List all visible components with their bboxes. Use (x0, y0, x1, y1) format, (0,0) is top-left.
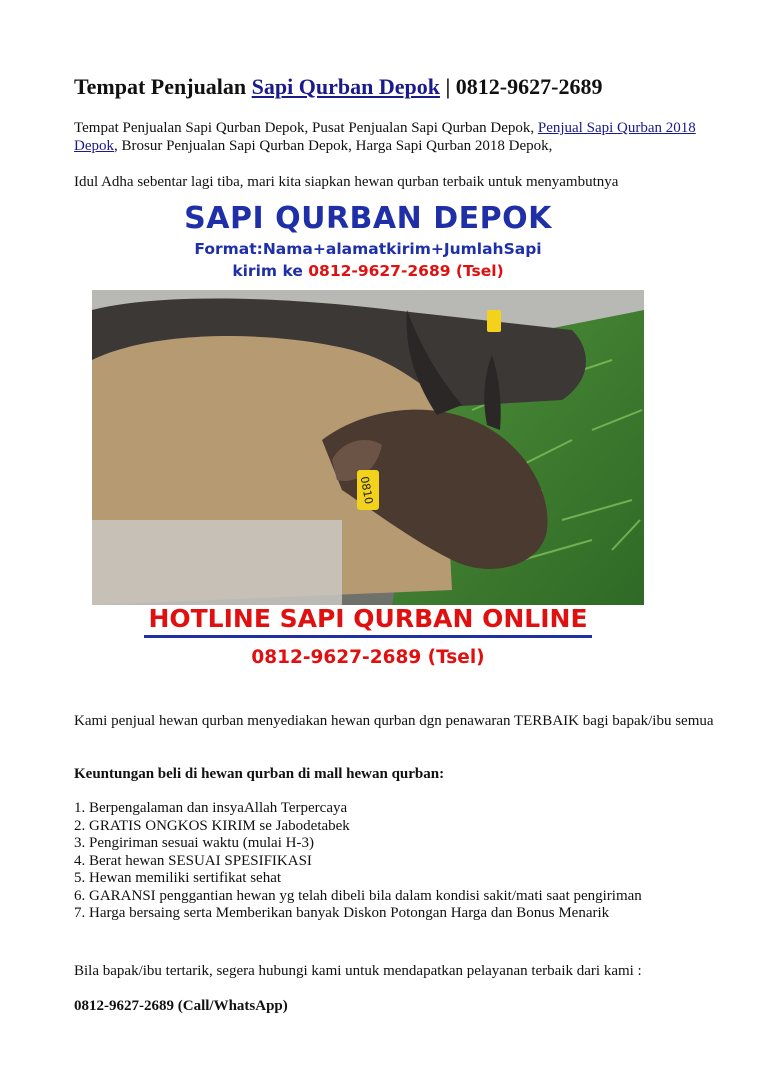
list-item: 2. GRATIS ONGKOS KIRIM se Jabodetabek (74, 817, 350, 834)
benefits-heading: Keuntungan beli di hewan qurban di mall hewan qurban: (74, 766, 445, 782)
list-item: 7. Harga bersaing serta Memberikan banyak Diskon Potongan Harga dan Bonus Menarik (74, 905, 610, 921)
banner-heading: SAPI QURBAN DEPOK (184, 201, 552, 236)
intro-text-2: , Brosur Penjualan Sapi Qurban Depok, Harga Sapi Qurban 2018 Depok, (114, 138, 553, 154)
title-suffix: | 0812-9627-2689 (439, 74, 603, 99)
back-ear-tag (487, 310, 501, 332)
closing-paragraph: Bila bapak/ibu tertarik, segera hubungi kami untuk mendapatkan pelayanan terbaik dari kami : (74, 963, 642, 979)
intro-text-1: Tempat Penjualan Sapi Qurban Depok, Pusat Penjualan Sapi Qurban Depok, (74, 120, 538, 136)
offer-paragraph: Kami penjual hewan qurban menyediakan hewan qurban dgn penawaran TERBAIK bagi bapak/ibu semua (74, 713, 714, 729)
banner-format: Format:Nama+alamatkirim+JumlahSapi (194, 240, 542, 258)
page-title (74, 72, 602, 102)
intro-link[interactable]: Penjual Sapi Qurban 2018 Depok (74, 120, 696, 154)
list-item: 1. Berpengalaman dan insyaAllah Terpercaya (74, 800, 348, 816)
benefits-list (74, 800, 642, 923)
cattle-photo (92, 290, 644, 605)
hotline-title: HOTLINE SAPI QURBAN ONLINE (144, 603, 591, 638)
banner-header (92, 200, 644, 282)
feeding-trough (92, 520, 342, 605)
list-item: 5. Hewan memiliki sertifikat sehat (74, 870, 282, 886)
list-item: 4. Berat hewan SESUAI SPESIFIKASI (74, 852, 312, 869)
banner-hotline (92, 603, 644, 672)
banner-send (92, 260, 644, 282)
contact-number: 0812-9627-2689 (Call/WhatsApp) (74, 998, 288, 1014)
title-link[interactable]: Sapi Qurban Depok (251, 74, 440, 99)
intro-paragraph (74, 119, 714, 155)
list-item: 3. Pengiriman sesuai waktu (mulai H-3) (74, 835, 314, 851)
ear-tag-number: 0810 (357, 475, 376, 506)
banner-send-number: 0812-9627-2689 (Tsel) (308, 262, 504, 280)
hotline-number: 0812-9627-2689 (Tsel) (251, 647, 485, 668)
list-item: 6. GARANSI penggantian hewan yg telah dibeli bila dalam kondisi sakit/mati saat pengiriman (74, 887, 642, 904)
banner-send-prefix: kirim ke (232, 262, 309, 280)
lead-paragraph: Idul Adha sebentar lagi tiba, mari kita siapkan hewan qurban terbaik untuk menyambutnya (74, 174, 619, 190)
title-prefix: Tempat Penjualan (74, 74, 252, 99)
